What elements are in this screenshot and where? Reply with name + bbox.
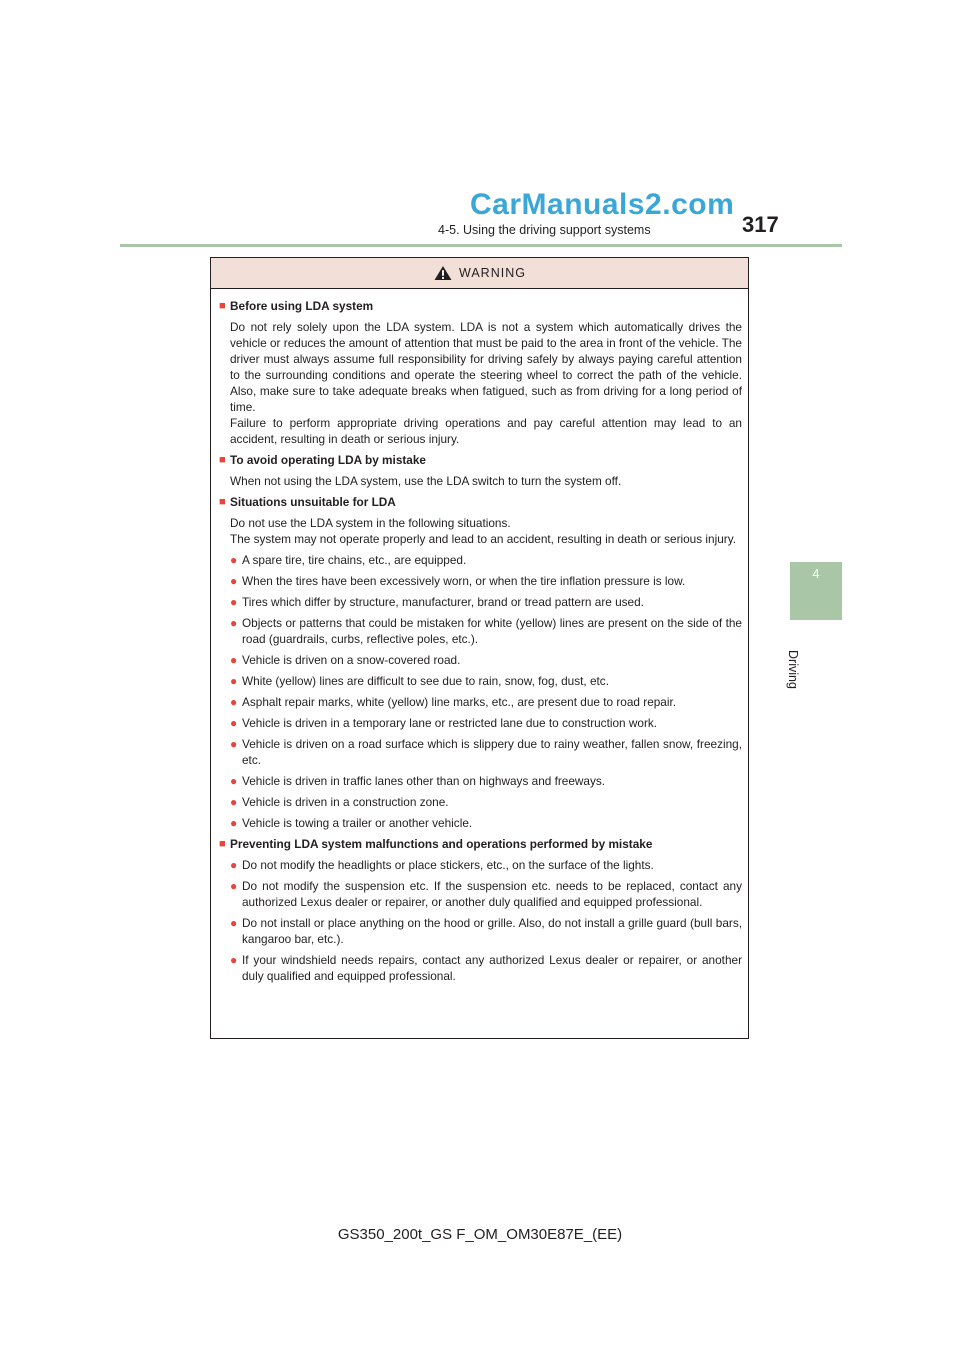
chapter-number: 4 xyxy=(812,566,820,581)
list-item xyxy=(219,673,742,689)
square-bullet-icon: ■ xyxy=(219,300,226,312)
round-bullet-icon: ● xyxy=(230,816,238,830)
section-paragraph: Failure to perform appropriate driving operations and pay careful attention may lead to an accident, resulting in death or serious injury. xyxy=(230,416,742,446)
warning-header xyxy=(211,258,748,289)
round-bullet-icon: ● xyxy=(230,795,238,809)
list-item-text: Vehicle is driven on a snow-covered road. xyxy=(242,653,461,667)
round-bullet-icon: ● xyxy=(230,595,238,609)
list-item-text: Tires which differ by structure, manufacturer, brand or tread pattern are used. xyxy=(242,595,644,609)
section-paragraph: Do not rely solely upon the LDA system. LDA is not a system which automatically drives the vehicle or reduces the amount of attention that must be paid to the area in front of the vehicle. The driver must always assume full responsibility for driving safely by always paying careful attention to the surrounding conditions and operate the steering wheel to correct the path of the vehicle. Also, make sure to take adequate breaks when fatigued, such as from driving for a long period of time. xyxy=(230,320,742,414)
list-item-text: Do not install or place anything on the hood or grille. Also, do not install a grille guard (bull bars, kangaroo bar, etc.). xyxy=(242,916,742,946)
square-bullet-icon: ■ xyxy=(219,454,226,466)
section-header: 4-5. Using the driving support systems xyxy=(438,223,651,237)
round-bullet-icon: ● xyxy=(230,774,238,788)
round-bullet-icon: ● xyxy=(230,953,238,967)
list-item-text: White (yellow) lines are difficult to see due to rain, snow, fog, dust, etc. xyxy=(242,674,609,688)
list-item xyxy=(219,915,742,947)
section-title xyxy=(219,298,742,314)
section-paragraph: The system may not operate properly and lead to an accident, resulting in death or serious injury. xyxy=(230,532,737,546)
round-bullet-icon: ● xyxy=(230,674,238,688)
section-title xyxy=(219,452,742,468)
list-item xyxy=(219,794,742,810)
list-item-text: Do not modify the suspension etc. If the suspension etc. needs to be replaced, contact any authorized Lexus dealer or repairer, or another duly qualified and equipped professional. xyxy=(242,879,742,909)
page-number: 317 xyxy=(742,212,779,237)
round-bullet-icon: ● xyxy=(230,916,238,930)
round-bullet-icon: ● xyxy=(230,553,238,567)
list-item xyxy=(219,815,742,831)
list-item xyxy=(219,878,742,910)
list-item xyxy=(219,552,742,568)
warning-body xyxy=(211,289,748,984)
warning-title: WARNING xyxy=(459,266,526,280)
list-item xyxy=(219,773,742,789)
warning-box xyxy=(210,257,749,1039)
section-title-text: Preventing LDA system malfunctions and operations performed by mistake xyxy=(230,837,653,851)
section-paragraph: When not using the LDA system, use the LDA switch to turn the system off. xyxy=(230,474,622,488)
round-bullet-icon: ● xyxy=(230,858,238,872)
list-item xyxy=(219,615,742,647)
list-item-text: Vehicle is driven in traffic lanes other than on highways and freeways. xyxy=(242,774,606,788)
list-item xyxy=(219,594,742,610)
square-bullet-icon: ■ xyxy=(219,838,226,850)
list-item xyxy=(219,694,742,710)
header-rule xyxy=(120,244,842,247)
watermark-logo: CarManuals2.com xyxy=(470,188,735,221)
square-bullet-icon: ■ xyxy=(219,496,226,508)
section-title xyxy=(219,836,742,852)
list-item-text: Vehicle is driven in a construction zone. xyxy=(242,795,449,809)
warning-triangle-icon xyxy=(433,265,453,281)
list-item xyxy=(219,952,742,984)
section-title-text: To avoid operating LDA by mistake xyxy=(230,453,426,467)
round-bullet-icon: ● xyxy=(230,879,238,893)
list-item-text: Objects or patterns that could be mistaken for white (yellow) lines are present on the side of the road (guardrails, curbs, reflective poles, etc.). xyxy=(242,616,742,646)
chapter-label: Driving xyxy=(786,650,800,689)
list-item-text: Vehicle is towing a trailer or another vehicle. xyxy=(242,816,473,830)
section-title xyxy=(219,494,742,510)
section-paragraph: Do not use the LDA system in the following situations. xyxy=(230,516,511,530)
list-item xyxy=(219,857,742,873)
list-item-text: A spare tire, tire chains, etc., are equipped. xyxy=(242,553,467,567)
round-bullet-icon: ● xyxy=(230,695,238,709)
list-item xyxy=(219,573,742,589)
list-item-text: When the tires have been excessively worn, or when the tire inflation pressure is low. xyxy=(242,574,686,588)
round-bullet-icon: ● xyxy=(230,616,238,630)
list-item-text: Vehicle is driven in a temporary lane or restricted lane due to construction work. xyxy=(242,716,658,730)
round-bullet-icon: ● xyxy=(230,737,238,751)
list-item-text: Asphalt repair marks, white (yellow) line marks, etc., are present due to road repair. xyxy=(242,695,677,709)
round-bullet-icon: ● xyxy=(230,574,238,588)
round-bullet-icon: ● xyxy=(230,716,238,730)
list-item-text: Vehicle is driven on a road surface which is slippery due to rainy weather, fallen snow, freezing, etc. xyxy=(242,737,742,767)
round-bullet-icon: ● xyxy=(230,653,238,667)
list-item-text: If your windshield needs repairs, contact any authorized Lexus dealer or repairer, or another duly qualified and equipped professional. xyxy=(242,953,742,983)
section-title-text: Before using LDA system xyxy=(230,299,374,313)
list-item xyxy=(219,715,742,731)
section-title-text: Situations unsuitable for LDA xyxy=(230,495,396,509)
list-item-text: Do not modify the headlights or place stickers, etc., on the surface of the lights. xyxy=(242,858,654,872)
document-code: GS350_200t_GS F_OM_OM30E87E_(EE) xyxy=(337,1226,623,1243)
list-item xyxy=(219,652,742,668)
list-item xyxy=(219,736,742,768)
